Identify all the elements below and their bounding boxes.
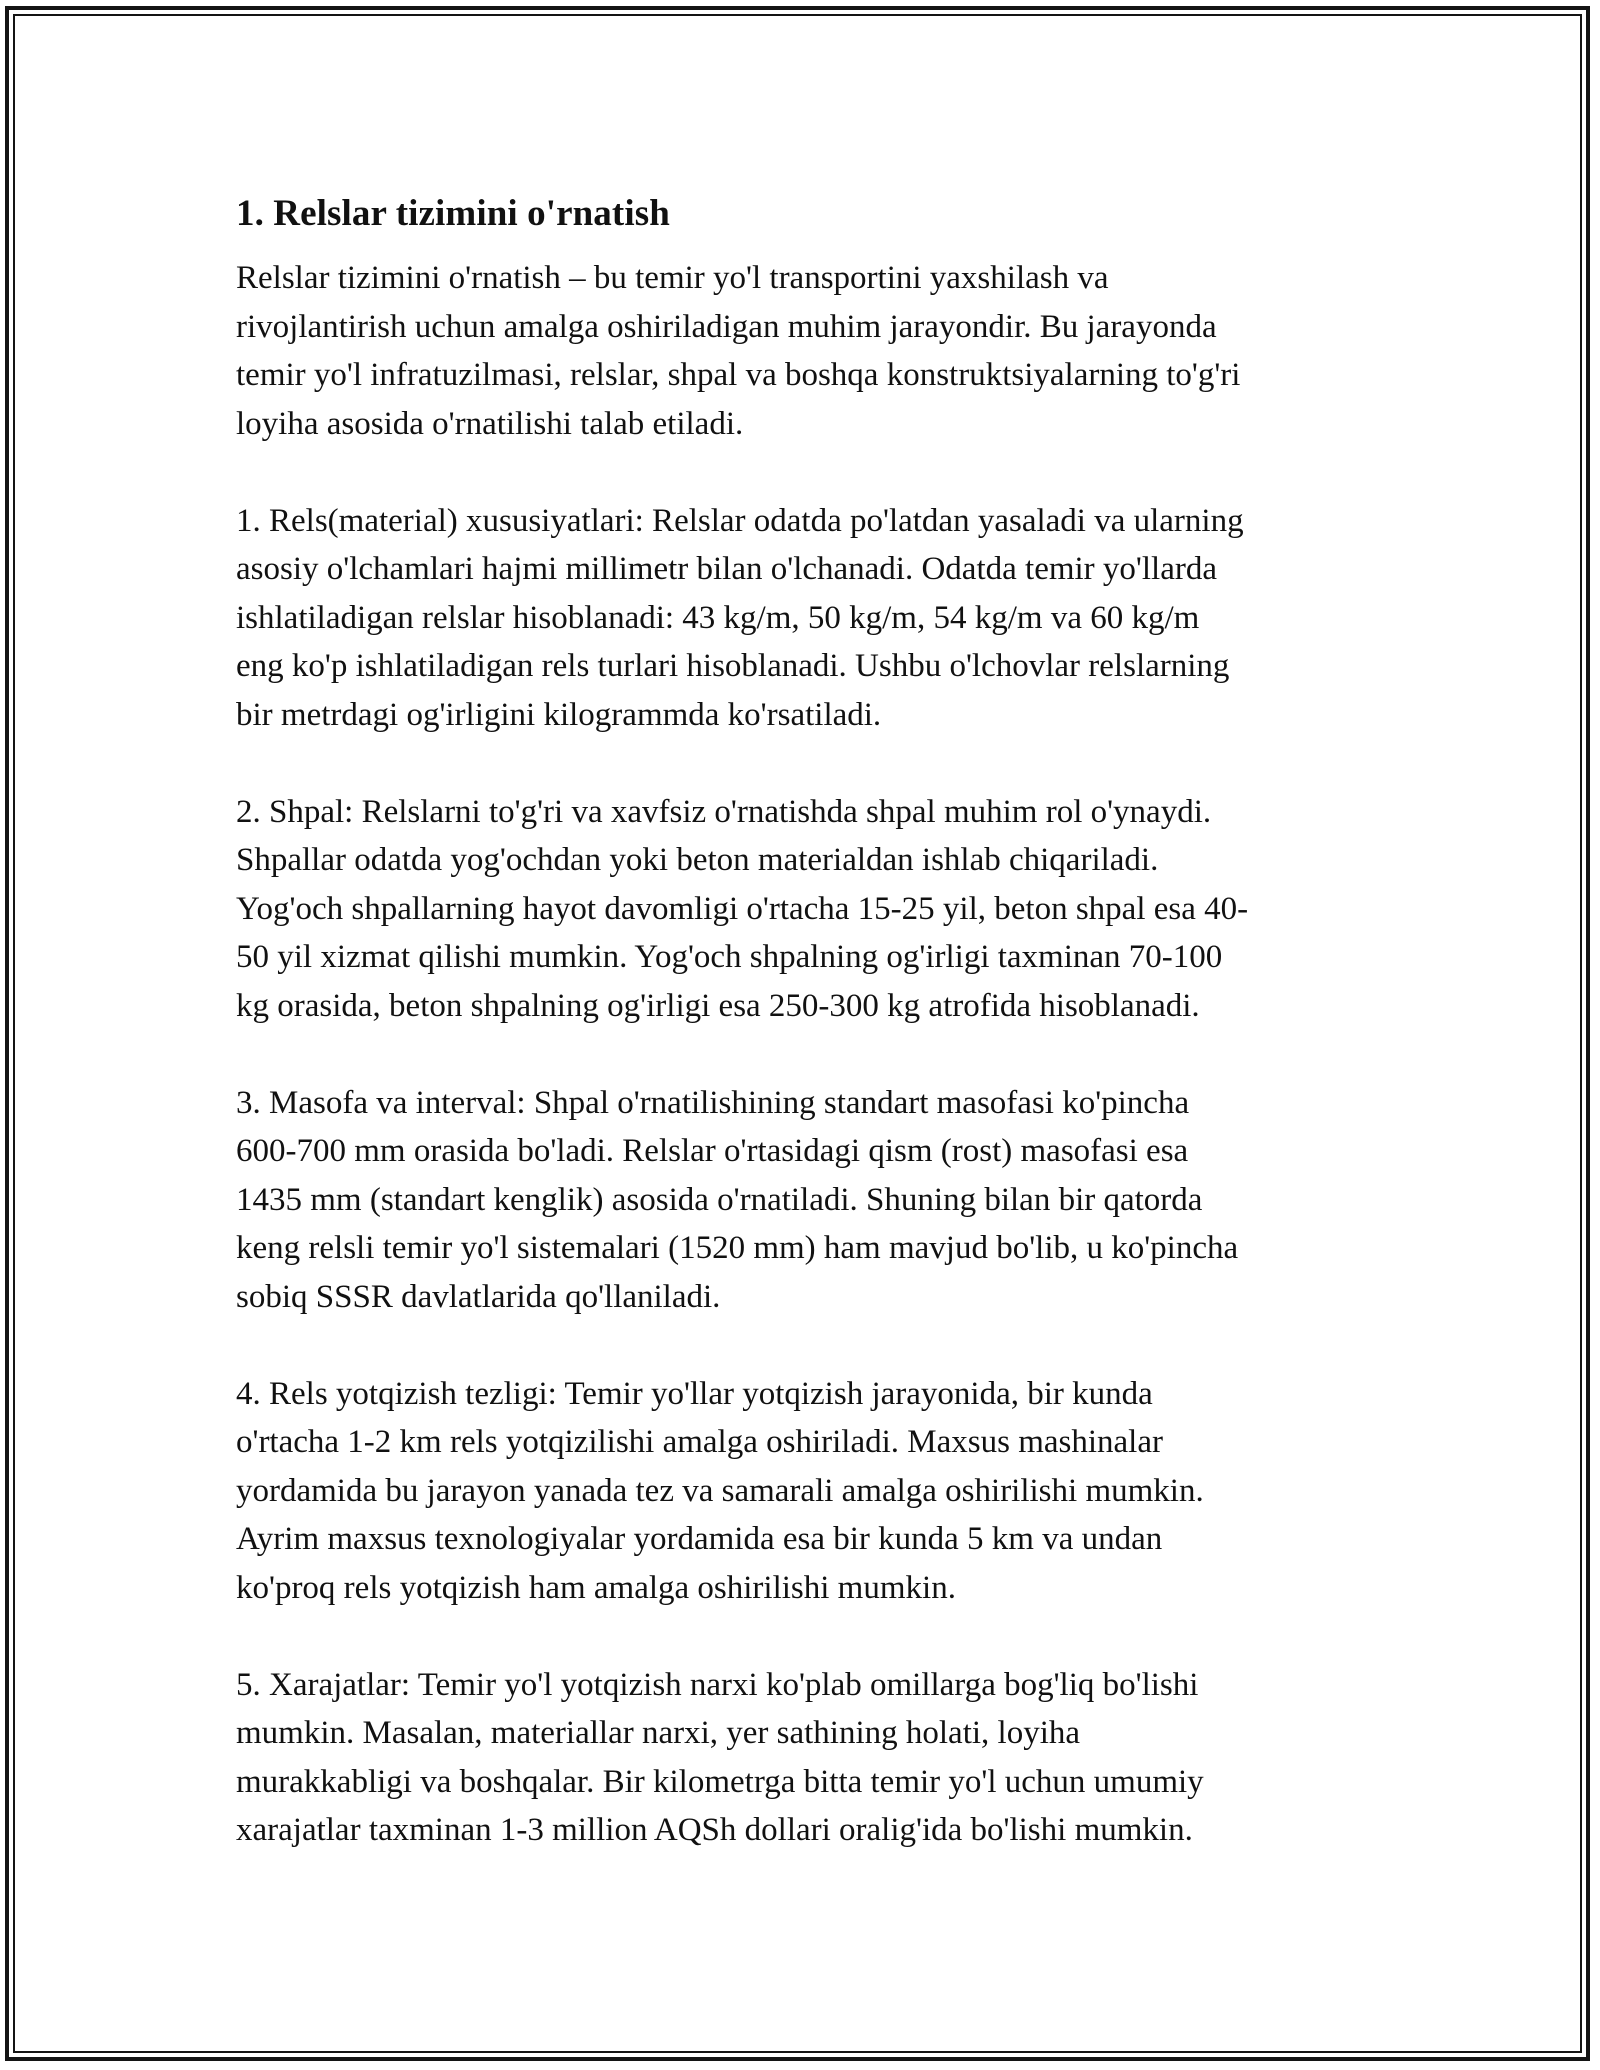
paragraph-spacing: 3. Masofa va interval: Shpal o'rnatilishining standart masofasi ko'pincha 600-700 mm orasida bo'ladi. Relslar o'rtasidagi qism (rost) masofasi esa 1435 mm (standart kenglik) asosida o'rnatiladi. Shuning bilan bir qatorda keng relsli temir yo'l sistemalari (1520 mm) ham mavjud bo'lib, u ko'pincha sobiq SSSR davlatlarida qo'llaniladi.	[236, 1084, 1239, 1315]
intro-paragraph: Relslar tizimini o'rnatish – bu temir yo'l transportini yaxshilash va rivojlantirish uchun amalga oshiriladigan muhim jarayondir. Bu jarayonda temir yo'l infratuzilmasi, relslar, shpal va boshqa konstruktsiyalarning to'g'ri loyiha asosida o'rnatilishi talab etiladi.	[236, 260, 1241, 442]
paragraph-rail-properties: 1. Rels(material) xususiyatlari: Relslar odatda po'latdan yasaladi va ularning asosiy o'lchamlari hajmi millimetr bilan o'lchanadi. Odatda temir yo'llarda ishlatiladigan relslar hisoblanadi: 43 kg/m, 50 kg/m, 54 kg/m va 60 kg/m eng ko'p ishlatiladigan rels turlari hisoblanadi. Ushbu o'lchovlar relslarning bir metrdagi og'irligini kilogrammda ko'rsatiladi.	[236, 502, 1244, 733]
paragraph-sleepers: 2. Shpal: Relslarni to'g'ri va xavfsiz o'rnatishda shpal muhim rol o'ynaydi. Shpallar odatda yog'ochdan yoki beton materialdan ishlab chiqariladi. Yog'och shpallarning hayot davomligi o'rtacha 15-25 yil, beton shpal esa 40- 50 yil xizmat qilishi mumkin. Yog'och shpalning og'irligi taxminan 70-100 kg orasida, beton shpalning og'irligi esa 250-300 kg atrofida hisoblanadi.	[236, 793, 1249, 1024]
paragraph-costs: 5. Xarajatlar: Temir yo'l yotqizish narxi ko'plab omillarga bog'liq bo'lishi mumkin. Masalan, materiallar narxi, yer sathining holati, loyiha murakkabligi va boshqalar. Bir kilometrga bitta temir yo'l uchun umumiy xarajatlar taxminan 1-3 million AQSh dollari oralig'ida bo'lishi mumkin.	[236, 1666, 1204, 1848]
paragraph-laying-speed: 4. Rels yotqizish tezligi: Temir yo'llar yotqizish jarayonida, bir kunda o'rtacha 1-2 km rels yotqizilishi amalga oshiriladi. Maxsus mashinalar yordamida bu jarayon yanada tez va samarali amalga oshirilishi mumkin. Ayrim maxsus texnologiyalar yordamida esa bir kunda 5 km va undan ko'proq rels yotqizish ham amalga oshirilishi mumkin.	[236, 1375, 1204, 1606]
document-body	[236, 180, 1366, 1855]
section-heading: 1. Relslar tizimini o'rnatish	[236, 193, 670, 234]
